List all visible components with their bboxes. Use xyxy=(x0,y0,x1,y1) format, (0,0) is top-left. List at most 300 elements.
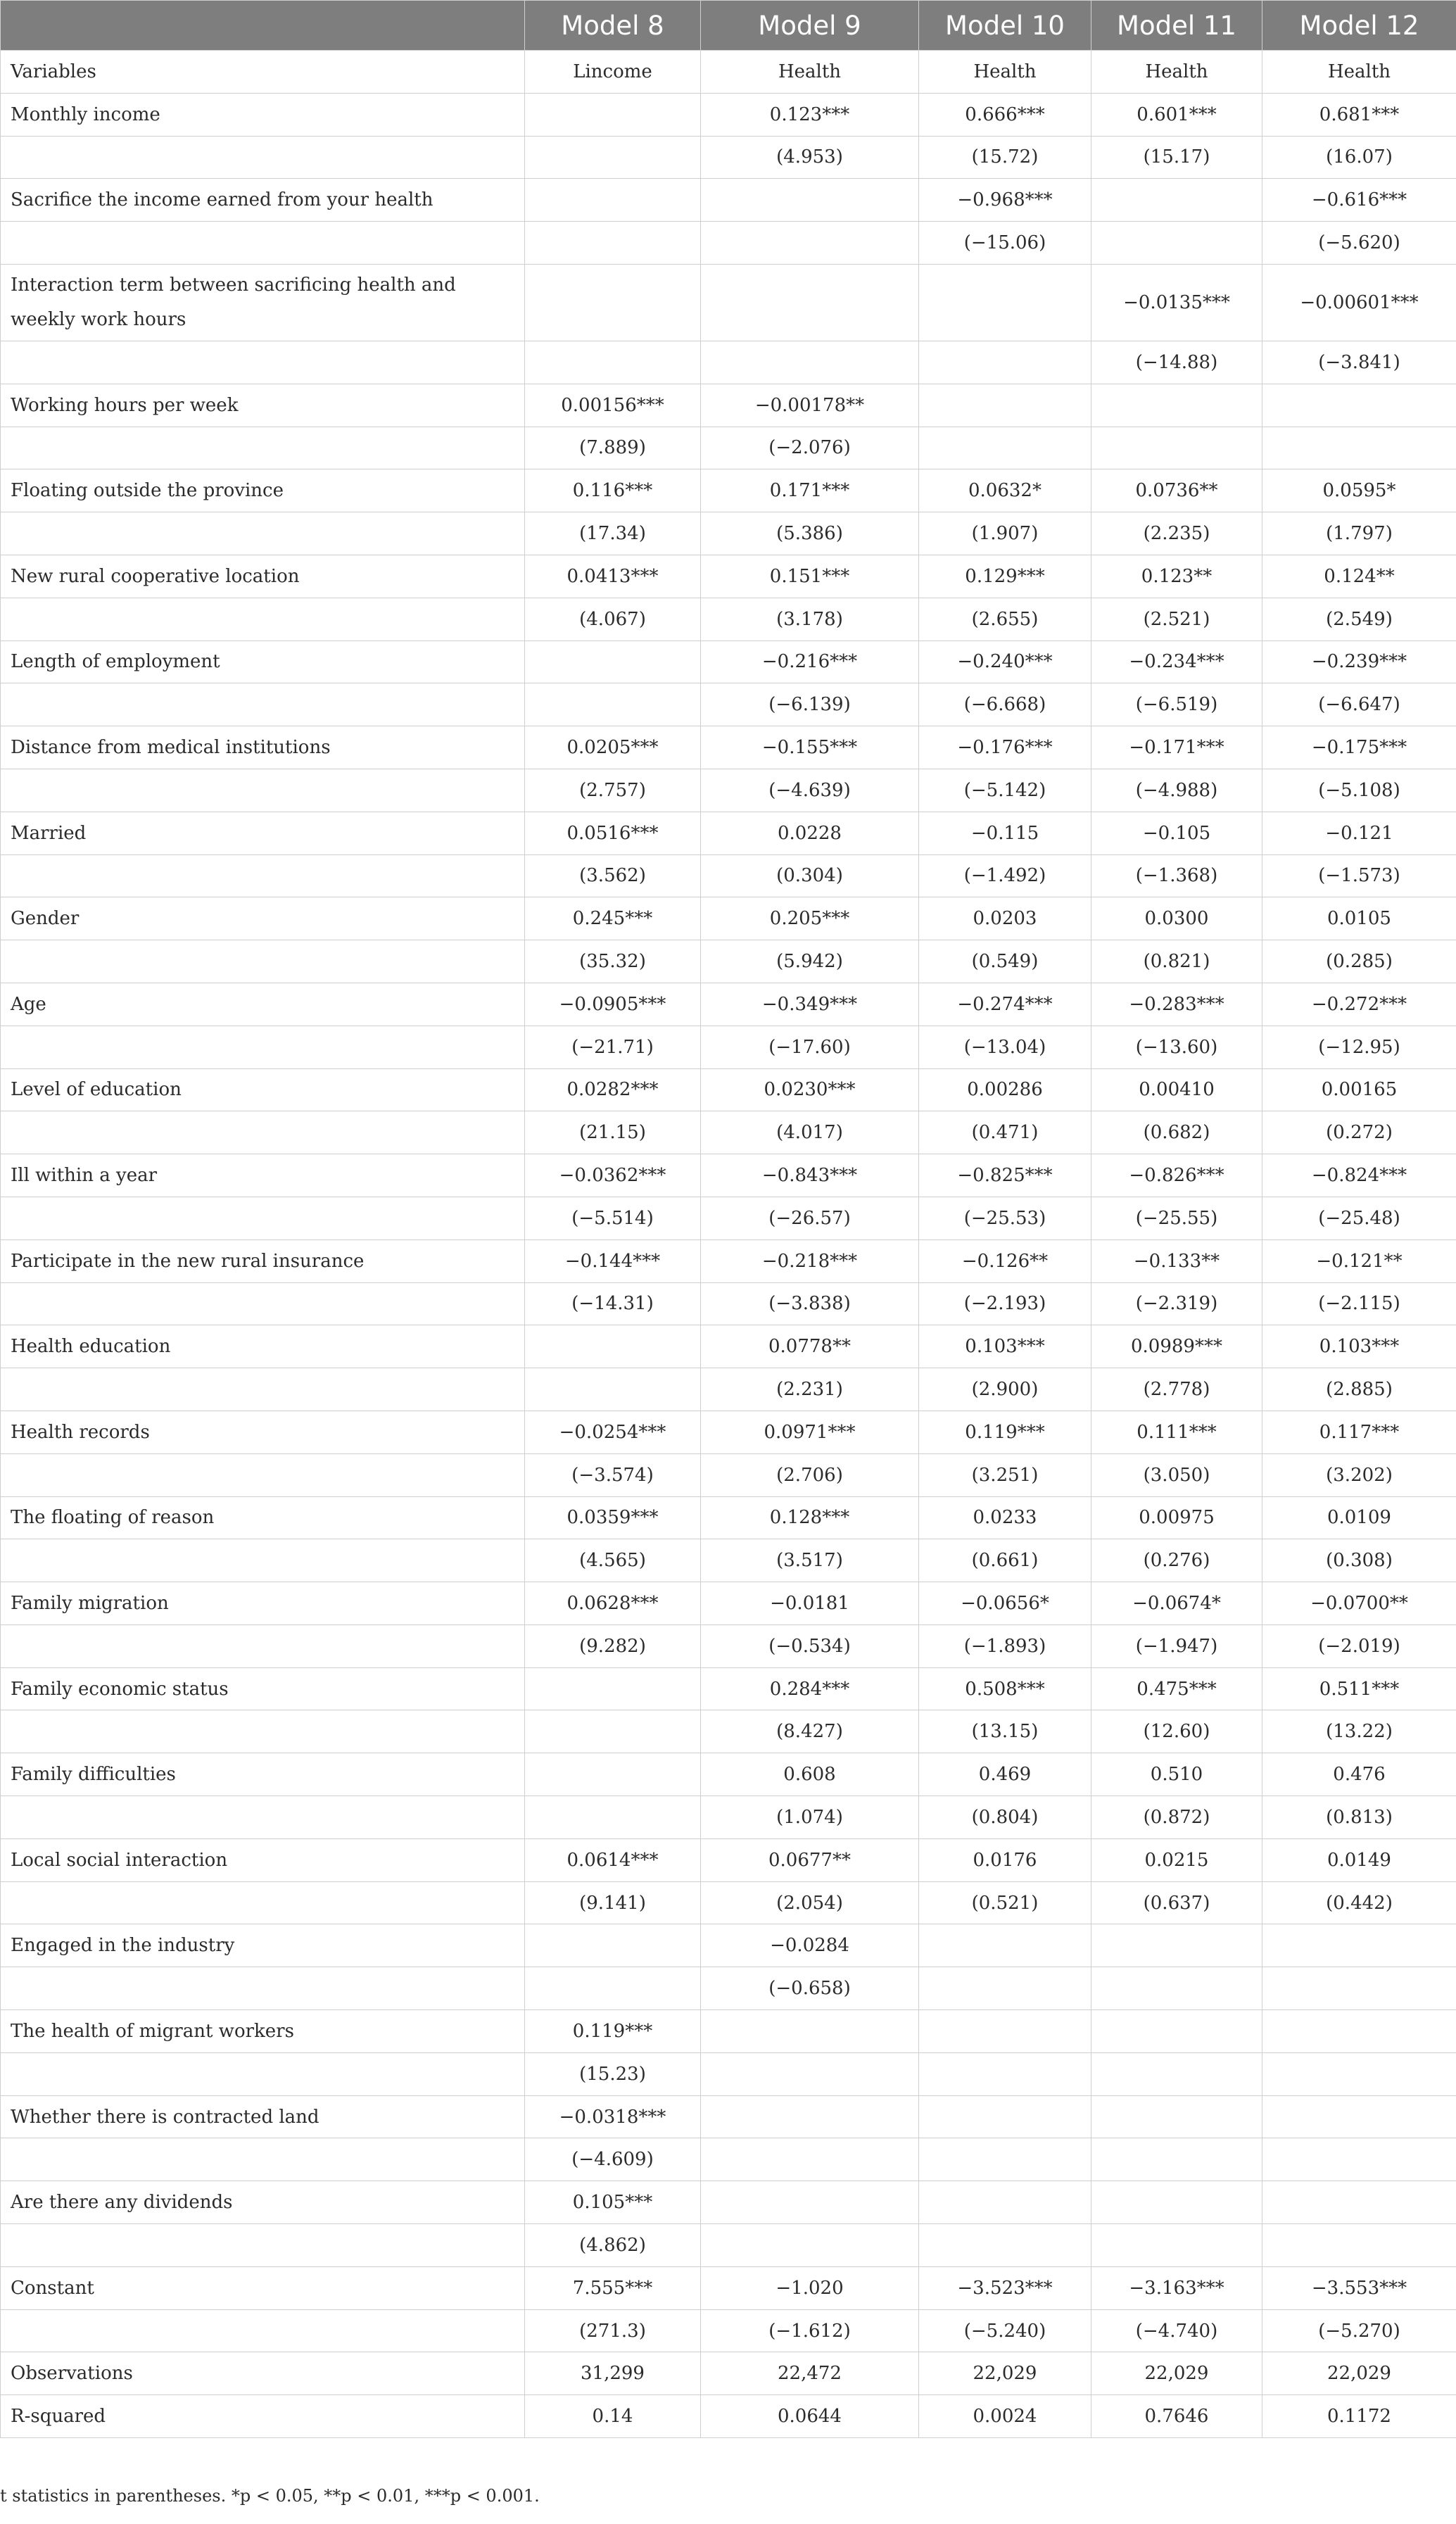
value-cell: (−2.019) xyxy=(1262,1624,1456,1667)
variable-cell: Ill within a year xyxy=(1,1154,525,1197)
value-cell: 0.0105 xyxy=(1262,897,1456,940)
value-cell: 31,299 xyxy=(525,2352,701,2395)
variable-cell xyxy=(1,940,525,983)
variable-cell xyxy=(1,1282,525,1325)
variable-cell: Engaged in the industry xyxy=(1,1924,525,1967)
value-cell: (−1.573) xyxy=(1262,854,1456,897)
value-cell: 0.129*** xyxy=(919,555,1091,598)
value-cell: (15.23) xyxy=(525,2052,701,2095)
value-cell: (35.32) xyxy=(525,940,701,983)
table-row xyxy=(1,940,1456,983)
variable-cell xyxy=(1,598,525,641)
table-row xyxy=(1,427,1456,469)
table-row xyxy=(1,1411,1456,1453)
value-cell: −0.272*** xyxy=(1262,983,1456,1026)
variable-cell xyxy=(1,1453,525,1496)
header-cell-blank xyxy=(1,1,525,51)
value-cell: 0.608 xyxy=(701,1753,919,1796)
value-cell xyxy=(525,1368,701,1411)
value-cell: 0.119*** xyxy=(919,1411,1091,1453)
variable-cell xyxy=(1,1197,525,1239)
value-cell xyxy=(919,384,1091,427)
header-cell-model: Model 8 xyxy=(525,1,701,51)
value-cell: 0.14 xyxy=(525,2395,701,2438)
value-cell xyxy=(1091,2095,1262,2138)
value-cell: 0.601*** xyxy=(1091,93,1262,136)
value-cell: −0.171*** xyxy=(1091,726,1262,769)
table-row xyxy=(1,1368,1456,1411)
table-row xyxy=(1,726,1456,769)
header-cell-model: Model 11 xyxy=(1091,1,1262,51)
variable-cell: Gender xyxy=(1,897,525,940)
value-cell: (271.3) xyxy=(525,2309,701,2352)
value-cell: −0.105 xyxy=(1091,812,1262,854)
table-row xyxy=(1,179,1456,222)
table-row xyxy=(1,769,1456,812)
value-cell: (0.549) xyxy=(919,940,1091,983)
variable-cell xyxy=(1,1111,525,1154)
value-cell: (1.907) xyxy=(919,512,1091,555)
value-cell: (2.706) xyxy=(701,1453,919,1496)
value-cell: −0.0700** xyxy=(1262,1582,1456,1625)
variable-cell: Whether there is contracted land xyxy=(1,2095,525,2138)
value-cell: Health xyxy=(701,51,919,94)
value-cell xyxy=(1262,2095,1456,2138)
value-cell: (0.308) xyxy=(1262,1539,1456,1582)
value-cell: −0.826*** xyxy=(1091,1154,1262,1197)
header-row xyxy=(1,1,1456,51)
value-cell: −0.00178** xyxy=(701,384,919,427)
table-row xyxy=(1,641,1456,683)
value-cell: (2.885) xyxy=(1262,1368,1456,1411)
value-cell: 0.0230*** xyxy=(701,1068,919,1111)
value-cell xyxy=(525,1796,701,1839)
table-row xyxy=(1,512,1456,555)
table-row xyxy=(1,2052,1456,2095)
value-cell: 0.0614*** xyxy=(525,1838,701,1881)
value-cell: 0.0971*** xyxy=(701,1411,919,1453)
value-cell: (0.637) xyxy=(1091,1881,1262,1924)
table-row xyxy=(1,897,1456,940)
value-cell: Health xyxy=(919,51,1091,94)
value-cell: (−5.514) xyxy=(525,1197,701,1239)
value-cell xyxy=(525,264,701,341)
value-cell xyxy=(1091,427,1262,469)
value-cell: (4.565) xyxy=(525,1539,701,1582)
variable-cell: Family difficulties xyxy=(1,1753,525,1796)
value-cell: 0.0233 xyxy=(919,1496,1091,1539)
value-cell: 0.00975 xyxy=(1091,1496,1262,1539)
value-cell xyxy=(1262,2138,1456,2181)
value-cell: 0.0024 xyxy=(919,2395,1091,2438)
value-cell: (5.386) xyxy=(701,512,919,555)
table-row xyxy=(1,1924,1456,1967)
value-cell: 0.205*** xyxy=(701,897,919,940)
value-cell: −0.115 xyxy=(919,812,1091,854)
value-cell: (−3.841) xyxy=(1262,341,1456,384)
value-cell: −0.121 xyxy=(1262,812,1456,854)
table-row xyxy=(1,1967,1456,2010)
value-cell: 0.116*** xyxy=(525,469,701,512)
value-cell: −0.175*** xyxy=(1262,726,1456,769)
value-cell xyxy=(1091,384,1262,427)
value-cell: 0.105*** xyxy=(525,2181,701,2224)
value-cell: (−1.492) xyxy=(919,854,1091,897)
value-cell: (−4.609) xyxy=(525,2138,701,2181)
value-cell: 0.111*** xyxy=(1091,1411,1262,1453)
variable-cell xyxy=(1,1710,525,1753)
value-cell: (−5.270) xyxy=(1262,2309,1456,2352)
value-cell: (−14.31) xyxy=(525,1282,701,1325)
variable-cell: Distance from medical institutions xyxy=(1,726,525,769)
value-cell xyxy=(919,1924,1091,1967)
value-cell xyxy=(701,2052,919,2095)
table-body xyxy=(1,51,1456,2438)
value-cell: 0.0736** xyxy=(1091,469,1262,512)
table-row xyxy=(1,2010,1456,2053)
value-cell: (−2.076) xyxy=(701,427,919,469)
value-cell: (1.797) xyxy=(1262,512,1456,555)
value-cell: 0.0516*** xyxy=(525,812,701,854)
value-cell: (−5.620) xyxy=(1262,222,1456,265)
value-cell: −0.0181 xyxy=(701,1582,919,1625)
value-cell: 7.555*** xyxy=(525,2266,701,2309)
value-cell: (−3.574) xyxy=(525,1453,701,1496)
table-row xyxy=(1,555,1456,598)
value-cell: (3.562) xyxy=(525,854,701,897)
value-cell: (2.521) xyxy=(1091,598,1262,641)
value-cell: −0.121** xyxy=(1262,1239,1456,1282)
variable-cell: Floating outside the province xyxy=(1,469,525,512)
value-cell: 0.00165 xyxy=(1262,1068,1456,1111)
value-cell xyxy=(525,1753,701,1796)
variable-cell: R-squared xyxy=(1,2395,525,2438)
value-cell: −0.133** xyxy=(1091,1239,1262,1282)
value-cell: 0.0205*** xyxy=(525,726,701,769)
value-cell: 0.681*** xyxy=(1262,93,1456,136)
value-cell: 0.0644 xyxy=(701,2395,919,2438)
value-cell: 0.284*** xyxy=(701,1667,919,1710)
table-row xyxy=(1,1667,1456,1710)
table-row xyxy=(1,812,1456,854)
value-cell xyxy=(525,1325,701,1368)
value-cell: (−6.139) xyxy=(701,683,919,726)
value-cell: 0.00286 xyxy=(919,1068,1091,1111)
value-cell xyxy=(701,222,919,265)
value-cell: 0.0359*** xyxy=(525,1496,701,1539)
value-cell: −0.176*** xyxy=(919,726,1091,769)
value-cell: (−2.115) xyxy=(1262,1282,1456,1325)
value-cell xyxy=(1091,1967,1262,2010)
table-row xyxy=(1,1624,1456,1667)
table-row xyxy=(1,2352,1456,2395)
variable-cell: Level of education xyxy=(1,1068,525,1111)
value-cell: (−1.893) xyxy=(919,1624,1091,1667)
value-cell xyxy=(525,641,701,683)
value-cell xyxy=(1262,1924,1456,1967)
value-cell: −0.0674* xyxy=(1091,1582,1262,1625)
value-cell: 0.0215 xyxy=(1091,1838,1262,1881)
value-cell: (12.60) xyxy=(1091,1710,1262,1753)
value-cell xyxy=(919,2052,1091,2095)
variable-cell xyxy=(1,683,525,726)
table-row xyxy=(1,1710,1456,1753)
variable-cell xyxy=(1,222,525,265)
value-cell: 0.103*** xyxy=(1262,1325,1456,1368)
value-cell: 0.0632* xyxy=(919,469,1091,512)
value-cell: (2.757) xyxy=(525,769,701,812)
value-cell: 0.0282*** xyxy=(525,1068,701,1111)
value-cell: (−15.06) xyxy=(919,222,1091,265)
variable-cell xyxy=(1,512,525,555)
value-cell: (0.272) xyxy=(1262,1111,1456,1154)
value-cell: (4.017) xyxy=(701,1111,919,1154)
value-cell xyxy=(701,341,919,384)
value-cell: 0.00410 xyxy=(1091,1068,1262,1111)
value-cell xyxy=(701,2181,919,2224)
value-cell: 22,029 xyxy=(919,2352,1091,2395)
table-row xyxy=(1,1197,1456,1239)
value-cell: −3.553*** xyxy=(1262,2266,1456,2309)
value-cell xyxy=(525,136,701,179)
variable-cell: Participate in the new rural insurance xyxy=(1,1239,525,1282)
value-cell: 0.128*** xyxy=(701,1496,919,1539)
variable-cell: The health of migrant workers xyxy=(1,2010,525,2053)
value-cell: (13.15) xyxy=(919,1710,1091,1753)
value-cell: (4.953) xyxy=(701,136,919,179)
value-cell: −1.020 xyxy=(701,2266,919,2309)
value-cell: −0.218*** xyxy=(701,1239,919,1282)
value-cell xyxy=(1262,2224,1456,2267)
value-cell: 0.0109 xyxy=(1262,1496,1456,1539)
value-cell: (−1.947) xyxy=(1091,1624,1262,1667)
value-cell: (2.231) xyxy=(701,1368,919,1411)
variable-cell: Interaction term between sacrificing health and weekly work hours xyxy=(1,264,525,341)
value-cell xyxy=(525,1710,701,1753)
table-row xyxy=(1,1068,1456,1111)
value-cell: −0.0656* xyxy=(919,1582,1091,1625)
value-cell: −0.349*** xyxy=(701,983,919,1026)
table-row xyxy=(1,2095,1456,2138)
table-row xyxy=(1,1453,1456,1496)
value-cell: −0.0284 xyxy=(701,1924,919,1967)
value-cell: 0.124** xyxy=(1262,555,1456,598)
value-cell: −0.824*** xyxy=(1262,1154,1456,1197)
variable-cell: Family economic status xyxy=(1,1667,525,1710)
value-cell: 0.0228 xyxy=(701,812,919,854)
value-cell: (15.72) xyxy=(919,136,1091,179)
value-cell xyxy=(1262,2181,1456,2224)
value-cell xyxy=(1262,2010,1456,2053)
variable-cell: Age xyxy=(1,983,525,1026)
value-cell: −0.0135*** xyxy=(1091,264,1262,341)
table-row xyxy=(1,469,1456,512)
value-cell: (4.862) xyxy=(525,2224,701,2267)
value-cell: (2.549) xyxy=(1262,598,1456,641)
value-cell: (8.427) xyxy=(701,1710,919,1753)
value-cell: 0.0203 xyxy=(919,897,1091,940)
value-cell: (−6.668) xyxy=(919,683,1091,726)
value-cell xyxy=(919,2224,1091,2267)
value-cell: (3.050) xyxy=(1091,1453,1262,1496)
header-cell-model: Model 12 xyxy=(1262,1,1456,51)
value-cell: (0.304) xyxy=(701,854,919,897)
value-cell xyxy=(701,179,919,222)
value-cell: 22,472 xyxy=(701,2352,919,2395)
value-cell xyxy=(525,341,701,384)
variable-cell xyxy=(1,1967,525,2010)
table-row xyxy=(1,683,1456,726)
value-cell: 0.0778** xyxy=(701,1325,919,1368)
value-cell: 0.511*** xyxy=(1262,1667,1456,1710)
variable-cell: Married xyxy=(1,812,525,854)
variable-cell xyxy=(1,136,525,179)
table-row xyxy=(1,2181,1456,2224)
variable-cell xyxy=(1,341,525,384)
value-cell: 0.0989*** xyxy=(1091,1325,1262,1368)
value-cell: (−6.519) xyxy=(1091,683,1262,726)
value-cell xyxy=(1262,2052,1456,2095)
value-cell: −0.283*** xyxy=(1091,983,1262,1026)
value-cell: (−4.740) xyxy=(1091,2309,1262,2352)
value-cell: 0.0628*** xyxy=(525,1582,701,1625)
table-row xyxy=(1,1282,1456,1325)
value-cell: 0.123*** xyxy=(701,93,919,136)
variable-cell: New rural cooperative location xyxy=(1,555,525,598)
table-row xyxy=(1,222,1456,265)
value-cell xyxy=(919,2010,1091,2053)
variable-cell: Local social interaction xyxy=(1,1838,525,1881)
value-cell xyxy=(1262,384,1456,427)
variable-cell: Family migration xyxy=(1,1582,525,1625)
value-cell: (−14.88) xyxy=(1091,341,1262,384)
value-cell: −0.825*** xyxy=(919,1154,1091,1197)
value-cell: (−17.60) xyxy=(701,1026,919,1068)
variable-cell xyxy=(1,1539,525,1582)
value-cell xyxy=(919,2181,1091,2224)
table-row xyxy=(1,93,1456,136)
table-row xyxy=(1,1026,1456,1068)
value-cell: (−0.658) xyxy=(701,1967,919,2010)
value-cell xyxy=(525,93,701,136)
value-cell xyxy=(1091,2181,1262,2224)
value-cell: 0.0413*** xyxy=(525,555,701,598)
value-cell xyxy=(1091,2224,1262,2267)
value-cell: 0.510 xyxy=(1091,1753,1262,1796)
table-row xyxy=(1,136,1456,179)
table-row xyxy=(1,1753,1456,1796)
value-cell: −0.144*** xyxy=(525,1239,701,1282)
value-cell: (0.821) xyxy=(1091,940,1262,983)
value-cell: (0.682) xyxy=(1091,1111,1262,1154)
value-cell: (13.22) xyxy=(1262,1710,1456,1753)
table-row xyxy=(1,854,1456,897)
table-row xyxy=(1,341,1456,384)
value-cell: 0.7646 xyxy=(1091,2395,1262,2438)
variable-cell: Observations xyxy=(1,2352,525,2395)
value-cell: 0.0677** xyxy=(701,1838,919,1881)
value-cell: (4.067) xyxy=(525,598,701,641)
value-cell xyxy=(919,2095,1091,2138)
value-cell: (−13.60) xyxy=(1091,1026,1262,1068)
variable-cell xyxy=(1,1881,525,1924)
table-row xyxy=(1,1111,1456,1154)
table-row xyxy=(1,264,1456,341)
value-cell xyxy=(1262,427,1456,469)
value-cell: (3.517) xyxy=(701,1539,919,1582)
value-cell xyxy=(701,2138,919,2181)
header-cell-model: Model 10 xyxy=(919,1,1091,51)
variable-cell xyxy=(1,2224,525,2267)
value-cell: (15.17) xyxy=(1091,136,1262,179)
value-cell xyxy=(1091,222,1262,265)
value-cell: −0.00601*** xyxy=(1262,264,1456,341)
value-cell: −0.240*** xyxy=(919,641,1091,683)
table-row xyxy=(1,1582,1456,1625)
variable-cell xyxy=(1,769,525,812)
variable-cell: Working hours per week xyxy=(1,384,525,427)
value-cell xyxy=(1091,1924,1262,1967)
table-row xyxy=(1,2395,1456,2438)
value-cell: (−25.53) xyxy=(919,1197,1091,1239)
table-row xyxy=(1,1239,1456,1282)
value-cell: 0.0176 xyxy=(919,1838,1091,1881)
value-cell: (−0.534) xyxy=(701,1624,919,1667)
variable-cell xyxy=(1,427,525,469)
variable-cell xyxy=(1,1624,525,1667)
value-cell: (−13.04) xyxy=(919,1026,1091,1068)
table-row xyxy=(1,1881,1456,1924)
value-cell: (−25.55) xyxy=(1091,1197,1262,1239)
value-cell: −0.239*** xyxy=(1262,641,1456,683)
variable-cell xyxy=(1,1026,525,1068)
value-cell: −0.968*** xyxy=(919,179,1091,222)
table-row xyxy=(1,1496,1456,1539)
value-cell xyxy=(525,1924,701,1967)
value-cell: (−26.57) xyxy=(701,1197,919,1239)
value-cell: Lincome xyxy=(525,51,701,94)
table-row xyxy=(1,1838,1456,1881)
value-cell: (0.521) xyxy=(919,1881,1091,1924)
value-cell xyxy=(525,1667,701,1710)
value-cell: (−2.319) xyxy=(1091,1282,1262,1325)
variable-cell xyxy=(1,854,525,897)
value-cell xyxy=(919,1967,1091,2010)
value-cell: 0.103*** xyxy=(919,1325,1091,1368)
value-cell: −0.0318*** xyxy=(525,2095,701,2138)
value-cell: (−3.838) xyxy=(701,1282,919,1325)
value-cell: (9.282) xyxy=(525,1624,701,1667)
variable-cell: Health education xyxy=(1,1325,525,1368)
value-cell: −0.234*** xyxy=(1091,641,1262,683)
value-cell: (−2.193) xyxy=(919,1282,1091,1325)
value-cell xyxy=(919,341,1091,384)
value-cell: −0.155*** xyxy=(701,726,919,769)
variable-cell xyxy=(1,2309,525,2352)
value-cell: (2.235) xyxy=(1091,512,1262,555)
value-cell: (0.471) xyxy=(919,1111,1091,1154)
table-row xyxy=(1,1154,1456,1197)
value-cell: (−5.240) xyxy=(919,2309,1091,2352)
table-row xyxy=(1,2224,1456,2267)
header-cell-model: Model 9 xyxy=(701,1,919,51)
variable-cell: Constant xyxy=(1,2266,525,2309)
value-cell: −0.274*** xyxy=(919,983,1091,1026)
value-cell: 22,029 xyxy=(1091,2352,1262,2395)
value-cell: (7.889) xyxy=(525,427,701,469)
variable-cell xyxy=(1,1368,525,1411)
value-cell: (0.442) xyxy=(1262,1881,1456,1924)
